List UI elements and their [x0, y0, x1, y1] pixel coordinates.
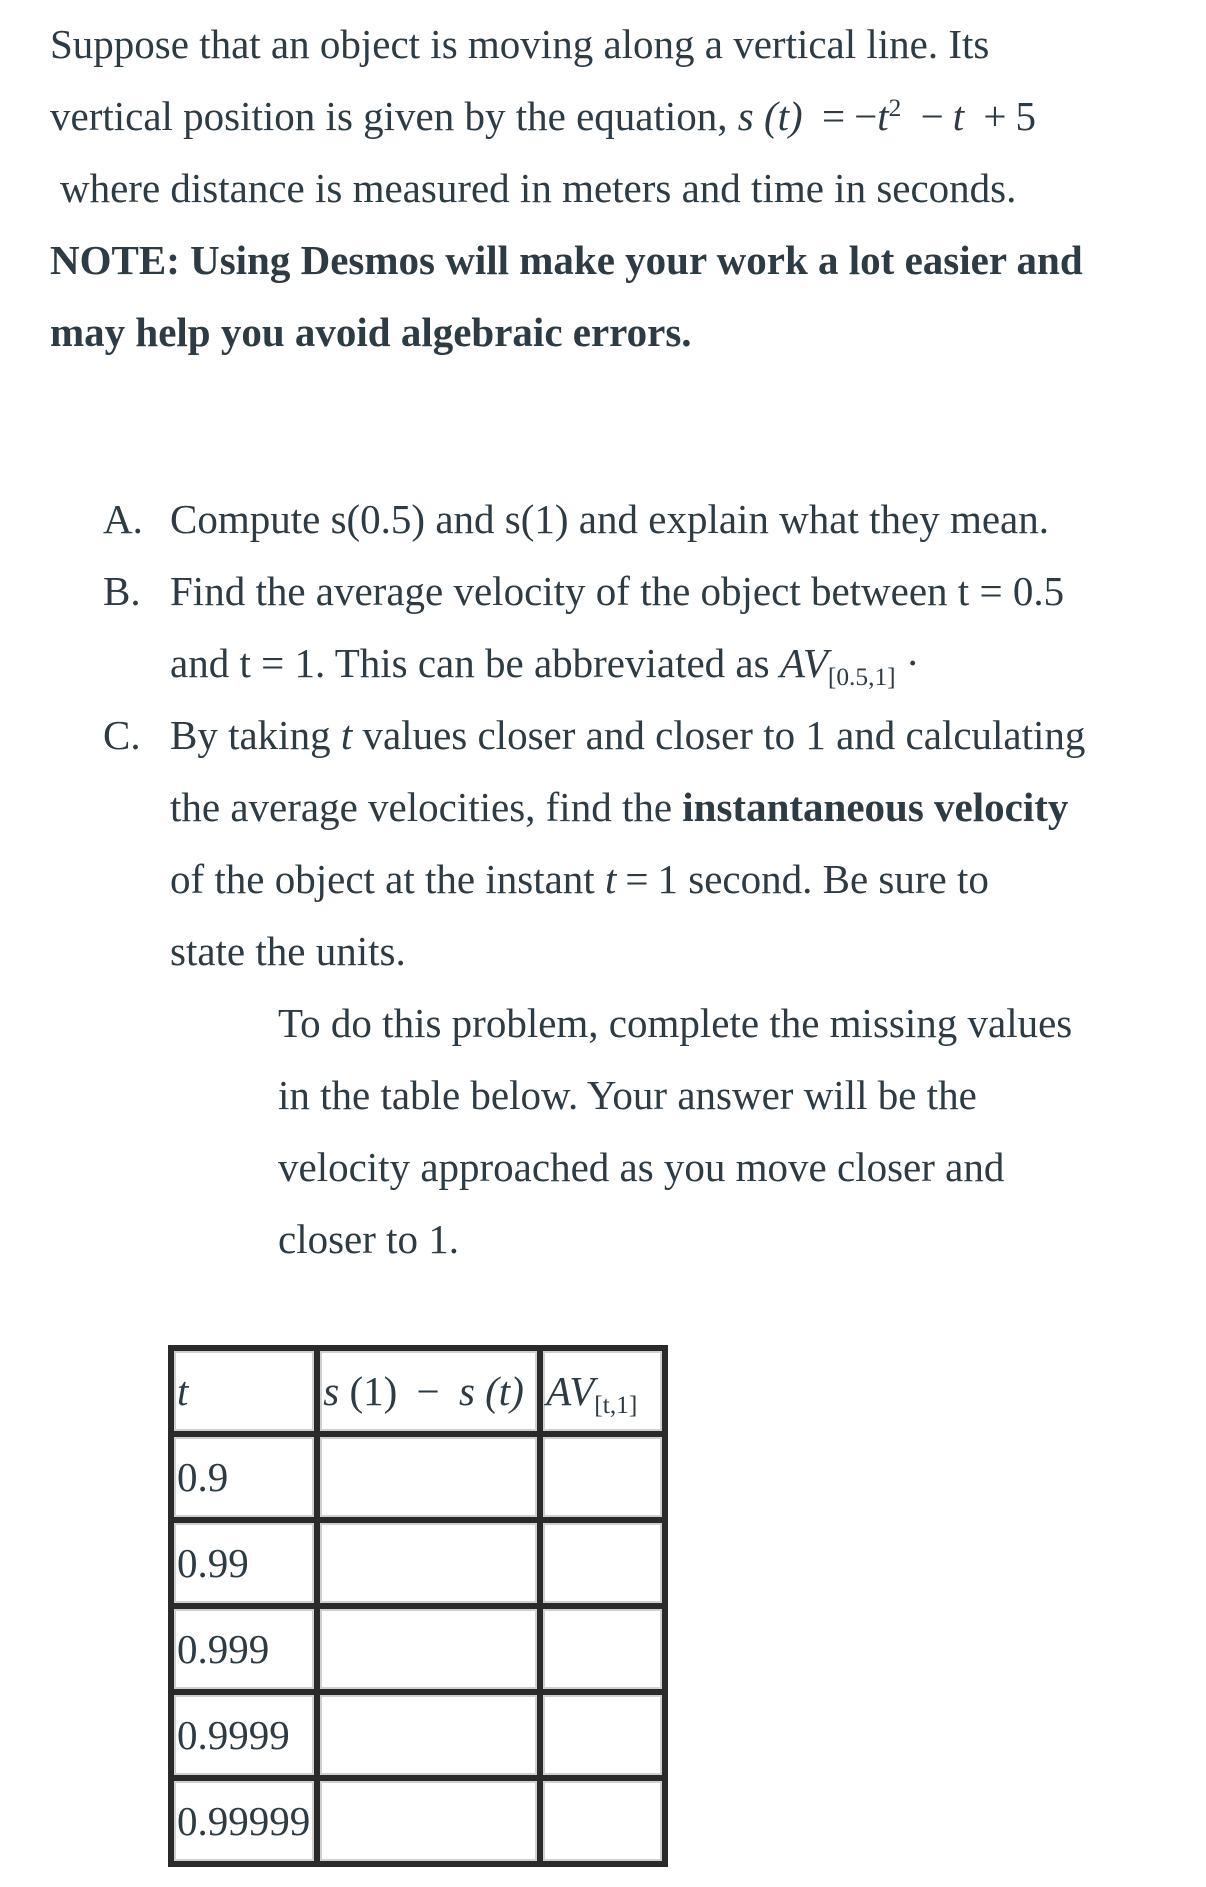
velocity-table [168, 1345, 668, 1867]
header-t [171, 1348, 317, 1434]
question-c-marker: C. [103, 712, 141, 758]
cell-difference[interactable] [317, 1778, 540, 1864]
c-line-1-post: values closer and closer to 1 and calculating [362, 712, 1086, 758]
c-line-2-pre: the average velocities, find the [170, 784, 673, 830]
table-row [171, 1692, 665, 1778]
av-subscript: [0.5,1] [827, 663, 896, 692]
cell-difference[interactable] [317, 1692, 540, 1778]
intro-line-2-text: vertical position is given by the equation, [50, 93, 728, 139]
h-arg1: (1) [349, 1368, 398, 1414]
position-equation [738, 93, 1036, 139]
c-line-3-var: t [604, 856, 617, 902]
instructions-line-3: velocity approached as you move closer and [278, 1144, 1005, 1190]
question-b-line-2 [170, 640, 920, 692]
intro-line-1: Suppose that an object is moving along a vertical line. Its [50, 21, 990, 67]
eq-neg: − [854, 93, 878, 139]
question-c-line-3 [170, 856, 989, 902]
question-c-line-1 [170, 712, 1086, 758]
eq-var: t [877, 93, 889, 139]
question-b-line-2-text: and t = 1. This can be abbreviated as [170, 640, 770, 686]
eq-minus: − [920, 93, 944, 139]
h-minus: − [416, 1368, 440, 1414]
question-c-line-2 [170, 784, 1069, 830]
table-row [171, 1434, 665, 1520]
h-arg2: (t) [485, 1368, 524, 1414]
cell-av[interactable] [540, 1692, 665, 1778]
cell-av[interactable] [540, 1434, 665, 1520]
cell-t: 0.99 [171, 1520, 317, 1606]
header-av [540, 1348, 665, 1434]
question-b-line-1: Find the average velocity of the object between t = 0.5 [170, 568, 1065, 614]
instructions-line-4: closer to 1. [278, 1216, 460, 1262]
question-a-marker: A. [103, 496, 143, 542]
note-line-1: NOTE: Using Desmos will make your work a lot easier and [50, 237, 1083, 283]
header-difference [317, 1348, 540, 1434]
c-line-2-bold: instantaneous velocity [682, 784, 1069, 830]
eq-plus: + [983, 93, 1007, 139]
cell-difference[interactable] [317, 1606, 540, 1692]
cell-av[interactable] [540, 1778, 665, 1864]
intro-line-3: where distance is measured in meters and time in seconds. [60, 165, 1017, 211]
eq-equals: = [821, 93, 846, 139]
header-t-label: t [177, 1368, 189, 1414]
cell-t: 0.99999 [171, 1778, 317, 1864]
table-row [171, 1778, 665, 1864]
cell-av[interactable] [540, 1606, 665, 1692]
eq-const: 5 [1015, 93, 1037, 139]
h-fn1: s [323, 1368, 340, 1414]
eq-fn: s [737, 93, 754, 139]
eq-exp: 2 [888, 94, 902, 123]
av-symbol: AV [779, 640, 828, 686]
question-b-marker: B. [103, 568, 141, 614]
question-c-line-4: state the units. [170, 928, 406, 974]
table-row [171, 1520, 665, 1606]
table-header-row [171, 1348, 665, 1434]
c-line-3-eq: = [625, 856, 649, 902]
instructions-line-2: in the table below. Your answer will be the [278, 1072, 977, 1118]
cell-t: 0.999 [171, 1606, 317, 1692]
cell-t: 0.9999 [171, 1692, 317, 1778]
h-fn2: s [458, 1368, 475, 1414]
question-a-text: Compute s(0.5) and s(1) and explain what they mean. [170, 496, 1049, 542]
h-av: AV [546, 1368, 595, 1414]
cell-av[interactable] [540, 1520, 665, 1606]
c-line-3-pre: of the object at the instant [170, 856, 595, 902]
cell-difference[interactable] [317, 1434, 540, 1520]
c-line-1-var: t [340, 712, 353, 758]
table-row [171, 1606, 665, 1692]
note-line-2: may help you avoid algebraic errors. [50, 309, 692, 355]
eq-var2: t [952, 93, 965, 139]
trailing-dot: · [905, 640, 920, 686]
c-line-3-post: 1 second. Be sure to [657, 856, 989, 902]
c-line-1-pre: By taking [170, 712, 331, 758]
instructions-line-1: To do this problem, complete the missing values [278, 1000, 1073, 1046]
h-av-sub: [t,1] [594, 1391, 638, 1420]
cell-difference[interactable] [317, 1520, 540, 1606]
cell-t: 0.9 [171, 1434, 317, 1520]
eq-arg: (t) [763, 93, 803, 139]
intro-line-2 [50, 93, 1037, 139]
